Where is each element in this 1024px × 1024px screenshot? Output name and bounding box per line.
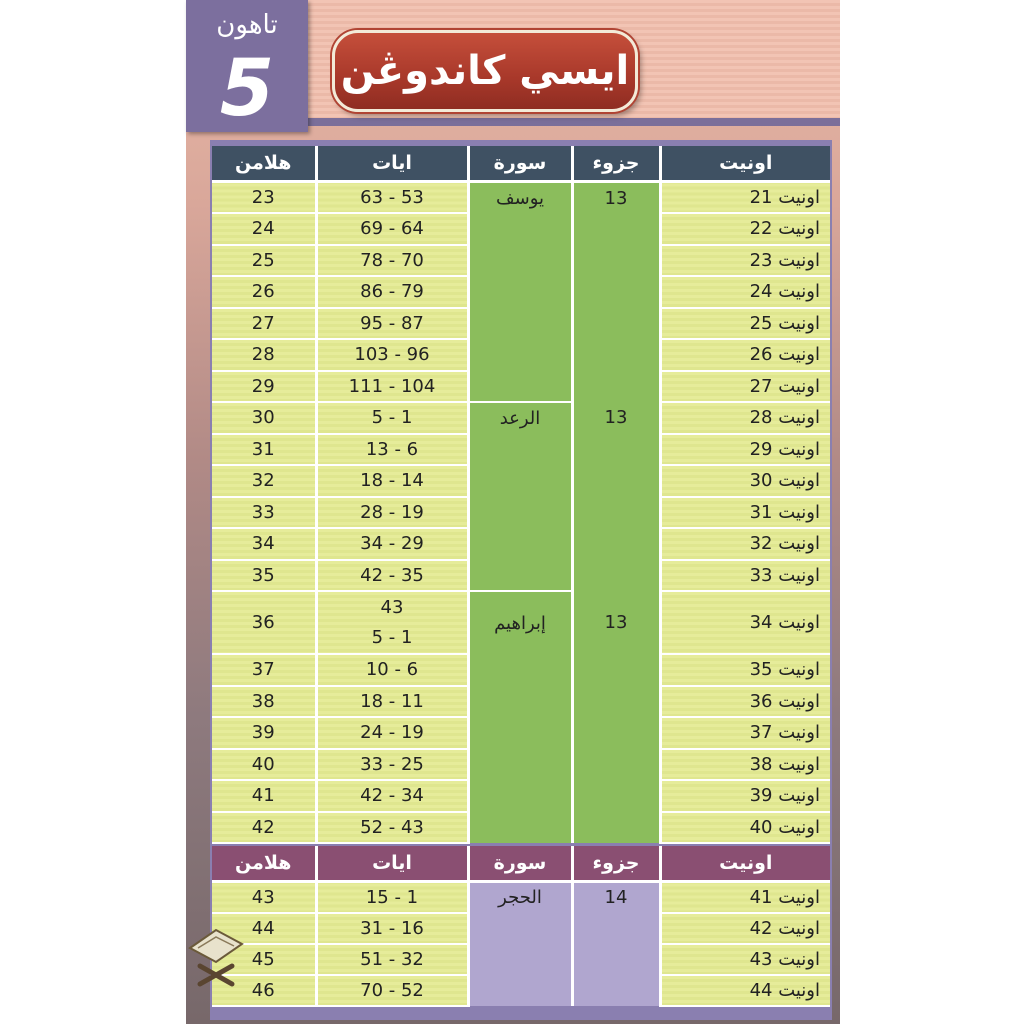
col-header-surah: سورة [468,846,572,882]
surah-cell: الرعد [468,402,572,434]
unit-cell: اونيت 21 [660,182,830,214]
page-cell: 37 [212,654,316,686]
col-header-surah: سورة [468,146,572,182]
table-frame [210,140,832,1020]
juz-cell: 13 [572,591,660,654]
surah-cell [468,497,572,529]
juz-cell [572,371,660,403]
ayat-line: 43 [380,596,404,618]
juz-cell [572,245,660,277]
surah-cell [468,213,572,245]
ayat-cell: 42 - 35 [316,560,468,592]
unit-cell: اونيت 36 [660,686,830,718]
unit-cell: اونيت 37 [660,717,830,749]
table-row [212,882,830,913]
unit-cell: اونيت 22 [660,213,830,245]
ayat-cell: 28 - 19 [316,497,468,529]
ayat-cell: 13 - 6 [316,434,468,466]
table-row [212,812,830,844]
col-header-ayat: ايات [316,146,468,182]
page-cell: 30 [212,402,316,434]
unit-cell: اونيت 26 [660,339,830,371]
col-header-page: هلامن [212,846,316,882]
ayat-cell: 31 - 16 [316,913,468,944]
table-row [212,780,830,812]
juz-cell [572,717,660,749]
col-header-ayat: ايات [316,846,468,882]
contents-table-2 [212,846,830,1007]
unit-cell: اونيت 32 [660,528,830,560]
juz-cell: 14 [572,882,660,913]
header-divider [306,118,840,126]
table-row [212,686,830,718]
table-row [212,749,830,781]
ayat-cell: 103 - 96 [316,339,468,371]
surah-cell [468,812,572,844]
unit-cell: اونيت 23 [660,245,830,277]
page-cell: 26 [212,276,316,308]
unit-cell: اونيت 35 [660,654,830,686]
ayat-cell: 15 - 1 [316,882,468,913]
ayat-cell: 86 - 79 [316,276,468,308]
unit-cell: اونيت 29 [660,434,830,466]
title-plaque [332,30,638,112]
table-row [212,339,830,371]
page-cell: 23 [212,182,316,214]
book-page [186,0,840,1024]
juz-cell [572,308,660,340]
table-row [212,434,830,466]
unit-cell: اونيت 42 [660,913,830,944]
ayat-cell: 42 - 34 [316,780,468,812]
surah-cell [468,654,572,686]
page-cell: 39 [212,717,316,749]
table-row [212,213,830,245]
table-row [212,465,830,497]
juz-cell [572,686,660,718]
ayat-cell: 95 - 87 [316,308,468,340]
table-row [212,371,830,403]
page-cell: 25 [212,245,316,277]
unit-cell: اونيت 43 [660,944,830,975]
ayat-cell: 10 - 6 [316,654,468,686]
table-1-header [212,146,830,182]
surah-cell [468,371,572,403]
juz-cell [572,812,660,844]
page-cell: 46 [212,975,316,1006]
col-header-page: هلامن [212,146,316,182]
ayat-cell: 5 - 1 [316,402,468,434]
juz-cell [572,339,660,371]
table-row [212,528,830,560]
juz-cell: 13 [572,182,660,214]
unit-cell: اونيت 33 [660,560,830,592]
surah-cell: يوسف [468,182,572,214]
ayat-cell: 111 - 104 [316,371,468,403]
surah-cell [468,245,572,277]
page-cell: 41 [212,780,316,812]
contents-table-1 [212,146,830,844]
quran-stand-icon [186,918,246,988]
juz-cell [572,528,660,560]
table-row [212,497,830,529]
ayat-cell: 34 - 29 [316,528,468,560]
surah-cell [468,465,572,497]
ayat-cell: 24 - 19 [316,717,468,749]
unit-cell: اونيت 30 [660,465,830,497]
year-label: تاهون [216,10,278,40]
page-cell: 45 [212,944,316,975]
table-row [212,913,830,944]
juz-cell: 13 [572,402,660,434]
surah-cell [468,528,572,560]
surah-cell [468,913,572,944]
surah-cell [468,339,572,371]
ayat-cell: 18 - 14 [316,465,468,497]
page-cell: 36 [212,591,316,654]
surah-cell [468,749,572,781]
unit-cell: اونيت 44 [660,975,830,1006]
table-row [212,182,830,214]
juz-cell [572,213,660,245]
juz-cell [572,913,660,944]
table-row [212,245,830,277]
ayat-cell: 33 - 25 [316,749,468,781]
page-cell: 35 [212,560,316,592]
unit-cell: اونيت 31 [660,497,830,529]
page-title: ايسي كاندوڠن [340,48,630,94]
col-header-unit: اونيت [660,846,830,882]
juz-cell [572,276,660,308]
surah-cell [468,308,572,340]
unit-cell: اونيت 41 [660,882,830,913]
year-number: 5 [219,44,275,134]
page-cell: 27 [212,308,316,340]
page-cell: 43 [212,882,316,913]
surah-cell [468,434,572,466]
page-cell: 32 [212,465,316,497]
unit-cell: اونيت 40 [660,812,830,844]
surah-cell [468,780,572,812]
page-cell: 38 [212,686,316,718]
table-row [212,975,830,1006]
unit-cell: اونيت 25 [660,308,830,340]
ayat-cell: 52 - 43 [316,812,468,844]
juz-cell [572,654,660,686]
table-row [212,591,830,654]
table-row [212,402,830,434]
year-badge [186,0,308,132]
ayat-cell: 70 - 52 [316,975,468,1006]
juz-cell [572,560,660,592]
table-row [212,654,830,686]
juz-cell [572,749,660,781]
juz-cell [572,465,660,497]
page-cell: 33 [212,497,316,529]
surah-cell [468,944,572,975]
table-row [212,944,830,975]
page-cell: 24 [212,213,316,245]
ayat-cell: 51 - 32 [316,944,468,975]
page-cell: 28 [212,339,316,371]
page-cell: 44 [212,913,316,944]
ayat-cell [316,591,468,654]
ayat-cell: 69 - 64 [316,213,468,245]
unit-cell: اونيت 38 [660,749,830,781]
table-2-header [212,846,830,882]
juz-cell [572,975,660,1006]
table-row [212,276,830,308]
surah-cell: الحجر [468,882,572,913]
page-cell: 34 [212,528,316,560]
unit-cell: اونيت 24 [660,276,830,308]
table-row [212,308,830,340]
table-row [212,717,830,749]
surah-cell [468,560,572,592]
unit-cell: اونيت 28 [660,402,830,434]
col-header-unit: اونيت [660,146,830,182]
col-header-juz: جزوء [572,846,660,882]
ayat-line: 5 - 1 [371,626,413,648]
juz-cell [572,944,660,975]
juz-cell [572,780,660,812]
juz-cell [572,497,660,529]
surah-cell [468,975,572,1006]
surah-cell: إبراهيم [468,591,572,654]
ayat-cell: 78 - 70 [316,245,468,277]
page-cell: 31 [212,434,316,466]
ayat-cell: 63 - 53 [316,182,468,214]
ayat-cell: 18 - 11 [316,686,468,718]
surah-cell [468,276,572,308]
page-cell: 42 [212,812,316,844]
page-cell: 29 [212,371,316,403]
unit-cell: اونيت 39 [660,780,830,812]
unit-cell: اونيت 34 [660,591,830,654]
table-row [212,560,830,592]
col-header-juz: جزوء [572,146,660,182]
unit-cell: اونيت 27 [660,371,830,403]
surah-cell [468,686,572,718]
juz-cell [572,434,660,466]
surah-cell [468,717,572,749]
page-cell: 40 [212,749,316,781]
